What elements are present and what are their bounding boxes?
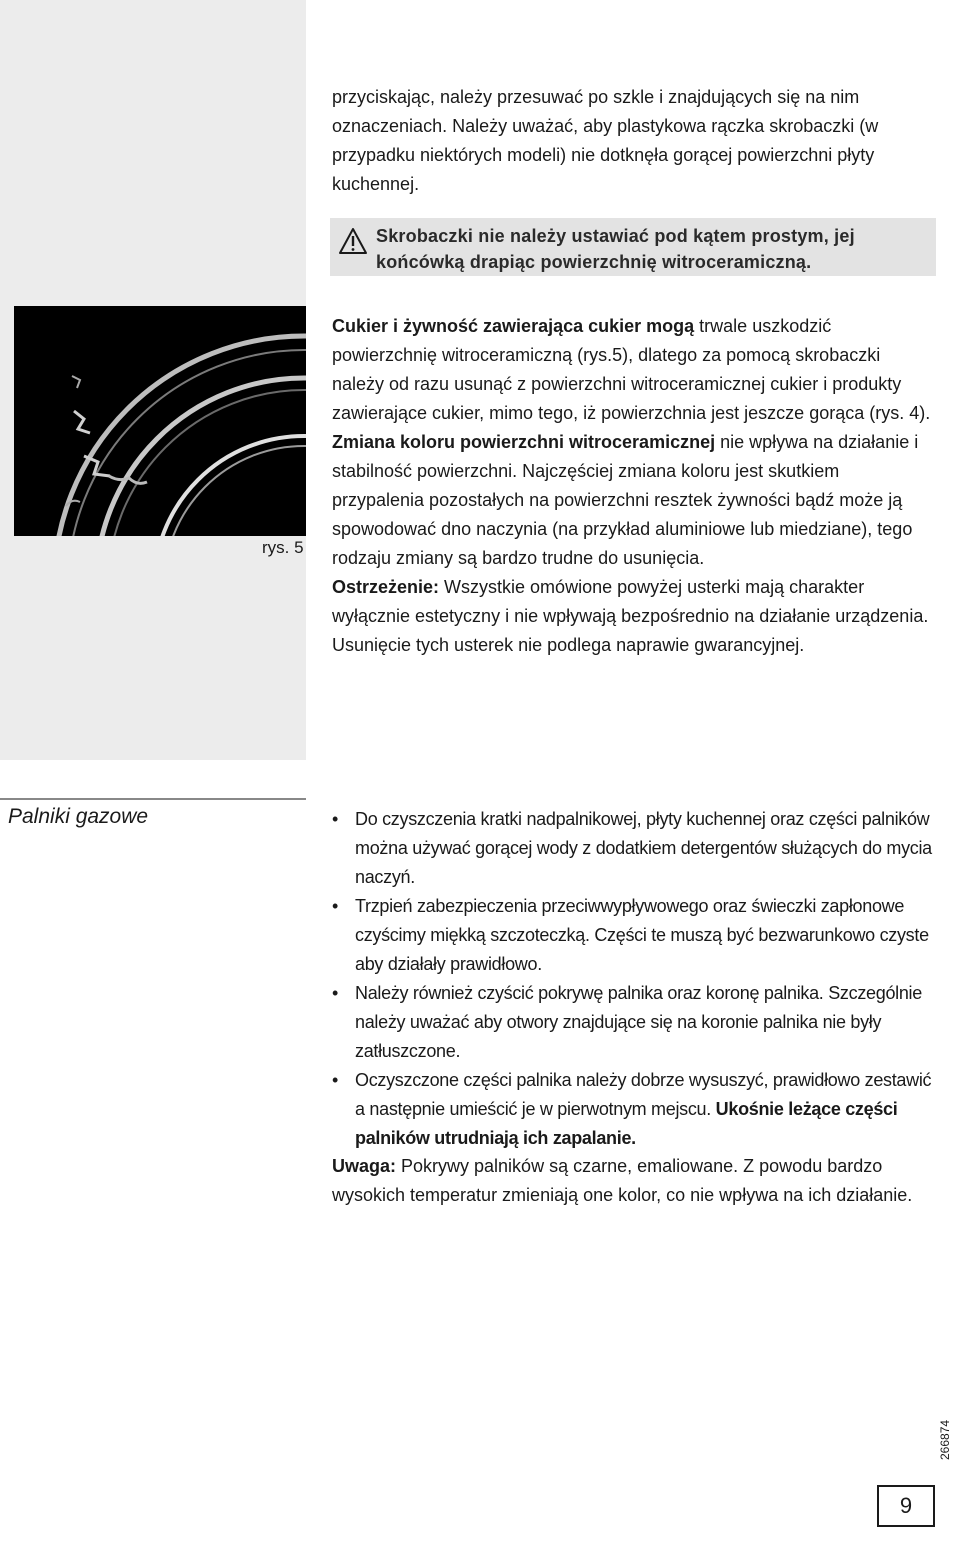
caution-heading: Ostrzeżenie:: [332, 577, 440, 597]
note-paragraph: [332, 1152, 932, 1210]
list-item-text: Należy również czyścić pokrywę palnika oraz koronę palnika. Szczególnie należy uważać aby otwory znajdujące się na koronie palnika nie były zatłuszczone.: [355, 983, 922, 1061]
warning-triangle-icon: [338, 227, 368, 255]
list-item: [332, 1066, 932, 1153]
list-item-text: Oczyszczone części palnika należy dobrze wysuszyć, prawidłowo zestawić a następnie umieścić je w pierwotnym mejscu.: [355, 1070, 932, 1119]
bullet-icon: •: [332, 1070, 339, 1090]
intro-paragraph: [332, 83, 932, 199]
list-item-emphasis: Ukośnie leżące części palników utrudniają ich zapalanie.: [355, 1099, 898, 1148]
list-item-text: Do czyszczenia kratki nadpalnikowej, płyty kuchennej oraz części palników można używać gorącej wody z dodatkiem detergentów służących do mycia naczyń.: [355, 809, 932, 887]
figure-photo: [14, 306, 306, 536]
sugar-text: trwale uszkodzić powierzchnię witroceramiczną (rys.5), dlatego za pomocą skrobaczki należy od razu usunąć z powierzchni witroceramicznej cukier i produkty zawierające cukier, mimo tego, iż powierzchnia jest jeszcze gorąca (rys. 4).: [332, 316, 931, 423]
intro-text: przyciskając, należy przesuwać po szkle i znajdujących się na nim oznaczeniach. Należy uważać, aby plastykowa rączka skrobaczki (w przypadku niektórych modeli) nie dotknęła gorącej powierzchni płyty kuchennej.: [332, 87, 879, 194]
section-divider: [0, 798, 306, 800]
bullet-icon: •: [332, 896, 339, 916]
warning-text: Skrobaczki nie należy ustawiać pod kątem prostym, jej końcówką drapiąc powierzchnię witroceramiczną.: [376, 226, 855, 272]
bullet-icon: •: [332, 983, 339, 1003]
color-text: nie wpływa na działanie i stabilność powierzchni. Najczęściej zmiana koloru jest skutkiem przypalenia pozostałych na powierzchni resztek żywności bądź może ją spowodować dno naczynia (na przykład aluminiowe lub miedziane), tego rodzaju zmiany są bardzo trudne do usunięcia.: [332, 432, 919, 568]
cleaning-list: [332, 805, 932, 1153]
note-text: Pokrywy palników są czarne, emaliowane. Z powodu bardzo wysokich temperatur zmieniają one kolor, co nie wpływa na ich działanie.: [332, 1156, 913, 1205]
warning-box: [330, 218, 936, 276]
color-paragraph: [332, 428, 932, 573]
list-item: [332, 805, 932, 892]
list-item: [332, 979, 932, 1066]
caution-text: Wszystkie omówione powyżej usterki mają charakter wyłącznie estetyczny i nie wpływają bezpośrednio na działanie urządzenia. Usunięcie tych usterek nie podlega naprawie gwarancyjnej.: [332, 577, 929, 655]
cooktop-rings-image: [14, 306, 306, 536]
color-heading: Zmiana koloru powierzchni witroceramicznej: [332, 432, 716, 452]
section-title: Palniki gazowe: [8, 805, 149, 828]
document-code: 266874: [938, 1419, 952, 1460]
figure-label: rys. 5: [262, 538, 304, 557]
caution-paragraph: [332, 573, 932, 660]
sugar-heading: Cukier i żywność zawierająca cukier mogą: [332, 316, 695, 336]
bullet-icon: •: [332, 809, 339, 829]
list-item: [332, 892, 932, 979]
note-heading: Uwaga:: [332, 1156, 397, 1176]
sugar-paragraph: [332, 312, 932, 428]
page-number: 9: [877, 1485, 935, 1527]
main-text: [332, 312, 932, 660]
list-item-text: Trzpień zabezpieczenia przeciwwypływowego oraz świeczki zapłonowe czyścimy miękką szczoteczką. Części te muszą być bezwarunkowo czyste aby działały prawidłowo.: [355, 896, 929, 974]
